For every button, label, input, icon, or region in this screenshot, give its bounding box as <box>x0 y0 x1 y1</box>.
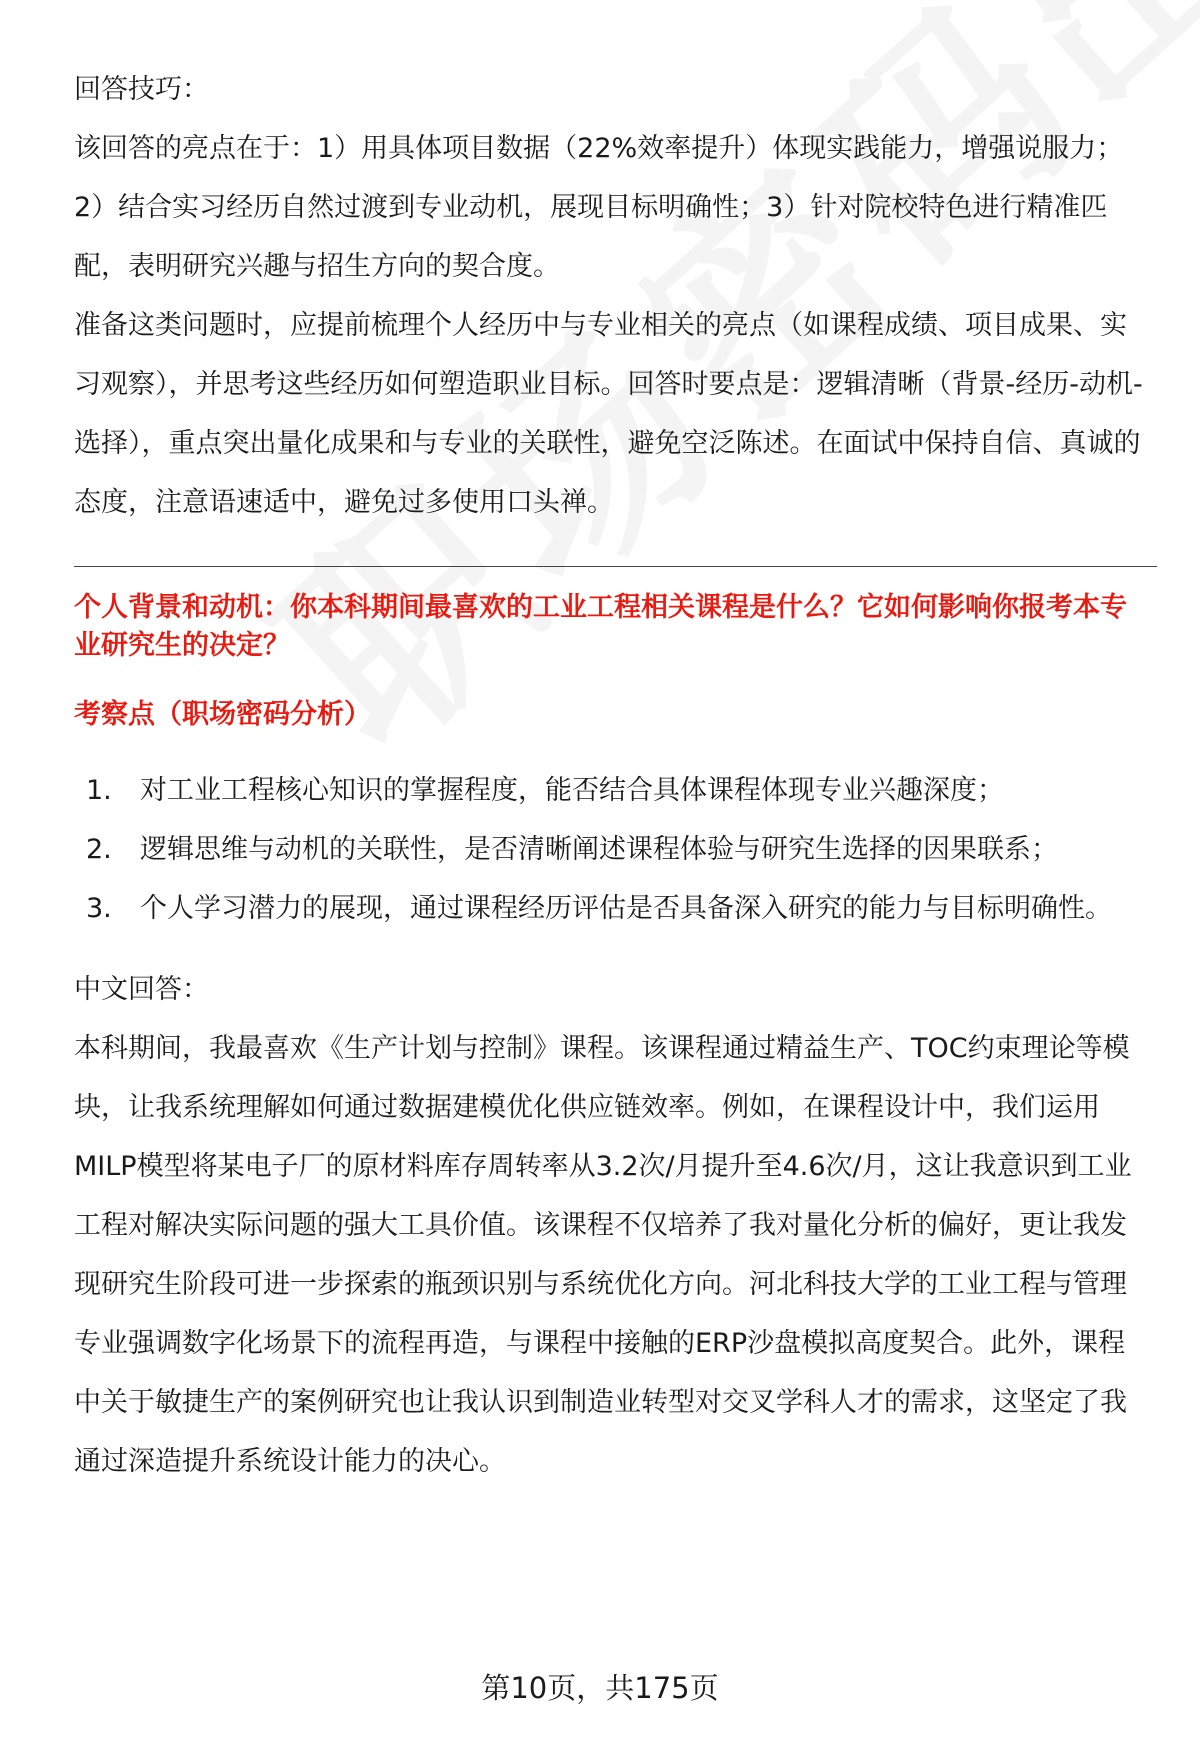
answer-text: 本科期间，我最喜欢《生产计划与控制》课程。该课程通过精益生产、TOC约束理论等模块，让我系统理解如何通过数据建模优化供应链效率。例如，在课程设计中，我们运用MILP模型将某电子厂的原材料库存周转率从3.2次/月提升至4.6次/月，这让我意识到工业工程对解决实际问题的强大工具价值。该课程不仅培养了我对量化分析的偏好，更让我发现研究生阶段可进一步探索的瓶颈识别与系统优化方向。河北科技大学的工业工程与管理专业强调数字化场景下的流程再造，与课程中接触的ERP沙盘模拟高度契合。此外，课程中关于敏捷生产的案例研究也让我认识到制造业转型对交叉学科人才的需求，这坚定了我通过深造提升系统设计能力的决心。 <box>74 1033 1132 1477</box>
assessment-item-number: 2. <box>86 834 112 865</box>
assessment-heading: 考察点（职场密码分析） <box>74 699 371 730</box>
tips-paragraph-2: 准备这类问题时，应提前梳理个人经历中与专业相关的亮点（如课程成绩、项目成果、实习观察），并思考这些经历如何塑造职业目标。回答时要点是：逻辑清晰（背景-经历-动机-选择），重点突出量化成果和与专业的关联性，避免空泛陈述。在面试中保持自信、真诚的态度，注意语速适中，避免过多使用口头禅。 <box>74 310 1143 518</box>
assessment-item <box>74 761 1146 820</box>
assessment-item-text: 逻辑思维与动机的关联性，是否清晰阐述课程体验与研究生选择的因果联系； <box>140 834 1058 865</box>
page-footer: 第10页，共175页 <box>481 1671 719 1705</box>
assessment-item-number: 1. <box>86 775 112 806</box>
answer-label: 中文回答： <box>74 974 209 1005</box>
assessment-item-text: 对工业工程核心知识的掌握程度，能否结合具体课程体现专业兴趣深度； <box>140 775 1004 806</box>
assessment-list <box>74 761 1146 938</box>
assessment-item <box>74 879 1146 938</box>
tips-paragraph-1: 该回答的亮点在于：1）用具体项目数据（22%效率提升）体现实践能力，增强说服力；2）结合实习经历自然过渡到专业动机，展现目标明确性；3）针对院校特色进行精准匹配，表明研究兴趣与招生方向的契合度。 <box>74 133 1124 282</box>
tips-label: 回答技巧： <box>74 74 209 105</box>
assessment-item <box>74 820 1146 879</box>
question-heading: 个人背景和动机：你本科期间最喜欢的工业工程相关课程是什么？它如何影响你报考本专业研究生的决定？ <box>74 592 1127 661</box>
section-divider <box>74 566 1157 567</box>
document-page <box>74 60 1146 1491</box>
assessment-item-text: 个人学习潜力的展现，通过课程经历评估是否具备深入研究的能力与目标明确性。 <box>140 893 1112 924</box>
assessment-item-number: 3. <box>86 893 112 924</box>
